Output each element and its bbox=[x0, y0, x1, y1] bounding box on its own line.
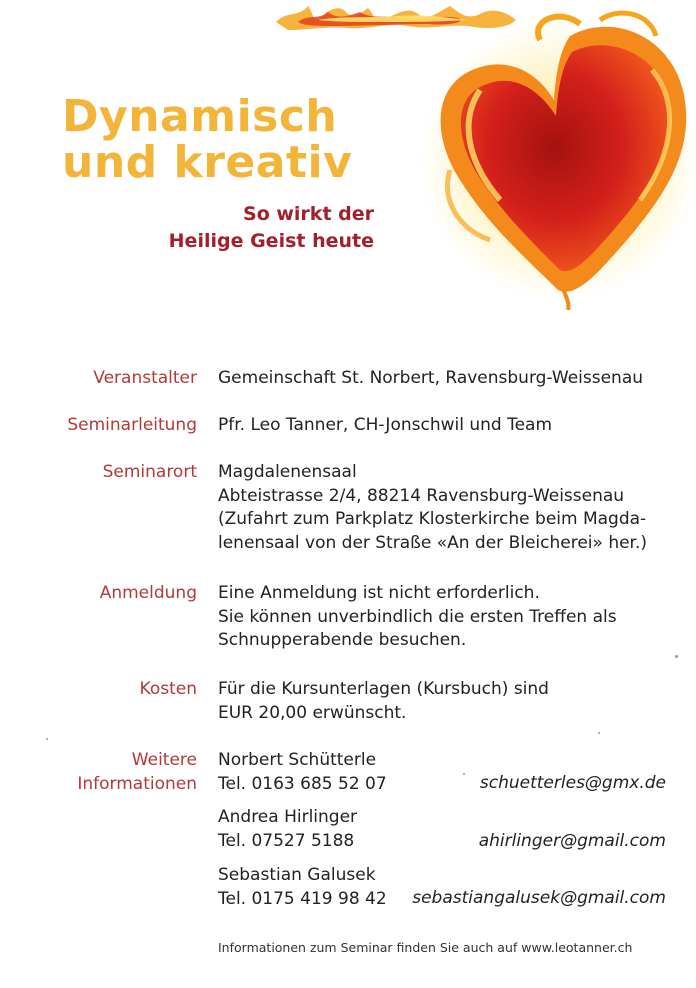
subtitle-line-2: Heilige Geist heute bbox=[168, 230, 374, 252]
label-anmeldung: Anmeldung bbox=[99, 583, 197, 603]
title-line-2: und kreativ bbox=[62, 137, 353, 188]
value-seminarort bbox=[218, 461, 647, 555]
scan-speck bbox=[46, 738, 48, 740]
scan-speck bbox=[675, 655, 678, 658]
label-weitere-line-1: Weitere bbox=[131, 750, 197, 770]
anmeldung-line: Eine Anmeldung ist nicht erforderlich. bbox=[218, 583, 540, 603]
value-anmeldung bbox=[218, 582, 617, 653]
contact-phone: Tel. 07527 5188 bbox=[218, 830, 355, 851]
scan-speck bbox=[463, 773, 465, 775]
label-kosten: Kosten bbox=[139, 679, 197, 699]
flaming-heart-image bbox=[420, 0, 696, 310]
contact-phone: Tel. 0175 419 98 42 bbox=[218, 888, 387, 909]
contact-email-link[interactable]: ahirlinger@gmail.com bbox=[478, 831, 666, 851]
label-seminarleitung: Seminarleitung bbox=[67, 415, 197, 435]
value-veranstalter: Gemeinschaft St. Norbert, Ravensburg-Weissenau bbox=[218, 368, 644, 388]
label-weitere-line-2: Informationen bbox=[77, 773, 197, 794]
kosten-line: EUR 20,00 erwünscht. bbox=[218, 702, 407, 723]
contact-details bbox=[218, 864, 387, 911]
seminarort-line: Abteistrasse 2/4, 88214 Ravensburg-Weissenau bbox=[218, 485, 625, 506]
anmeldung-line: Schnupperabende besuchen. bbox=[218, 630, 467, 650]
contact-details bbox=[218, 806, 357, 853]
title-line-1: Dynamisch bbox=[62, 91, 338, 142]
scan-speck bbox=[598, 732, 600, 734]
seminarort-line: (Zufahrt zum Parkplatz Klosterkirche beim Magda- bbox=[218, 509, 647, 529]
contact-name: Norbert Schütterle bbox=[218, 750, 377, 770]
page-subtitle bbox=[169, 201, 374, 255]
contact-phone: Tel. 0163 685 52 07 bbox=[218, 773, 387, 794]
value-seminarleitung: Pfr. Leo Tanner, CH-Jonschwil und Team bbox=[218, 415, 553, 435]
contact-email-link[interactable]: sebastiangalusek@gmail.com bbox=[412, 888, 666, 908]
label-seminarort: Seminarort bbox=[102, 462, 197, 482]
contact-name: Sebastian Galusek bbox=[218, 865, 376, 885]
seminarort-line: lenensaal von der Straße «An der Bleicherei» her.) bbox=[218, 532, 648, 553]
footer-note: Informationen zum Seminar finden Sie auch auf www.leotanner.ch bbox=[218, 940, 633, 955]
contact-email-link[interactable]: schuetterles@gmx.de bbox=[479, 773, 666, 793]
seminarort-line: Magdalenensaal bbox=[218, 462, 357, 482]
label-weitere-informationen bbox=[77, 749, 197, 796]
contact-name: Andrea Hirlinger bbox=[218, 807, 358, 827]
contact-details bbox=[218, 749, 387, 796]
page-title bbox=[62, 91, 353, 188]
value-kosten bbox=[218, 678, 549, 725]
subtitle-line-1: So wirkt der bbox=[243, 203, 374, 225]
anmeldung-line: Sie können unverbindlich die ersten Treffen als bbox=[218, 606, 617, 627]
kosten-line: Für die Kursunterlagen (Kursbuch) sind bbox=[218, 679, 549, 699]
label-veranstalter: Veranstalter bbox=[93, 368, 197, 388]
